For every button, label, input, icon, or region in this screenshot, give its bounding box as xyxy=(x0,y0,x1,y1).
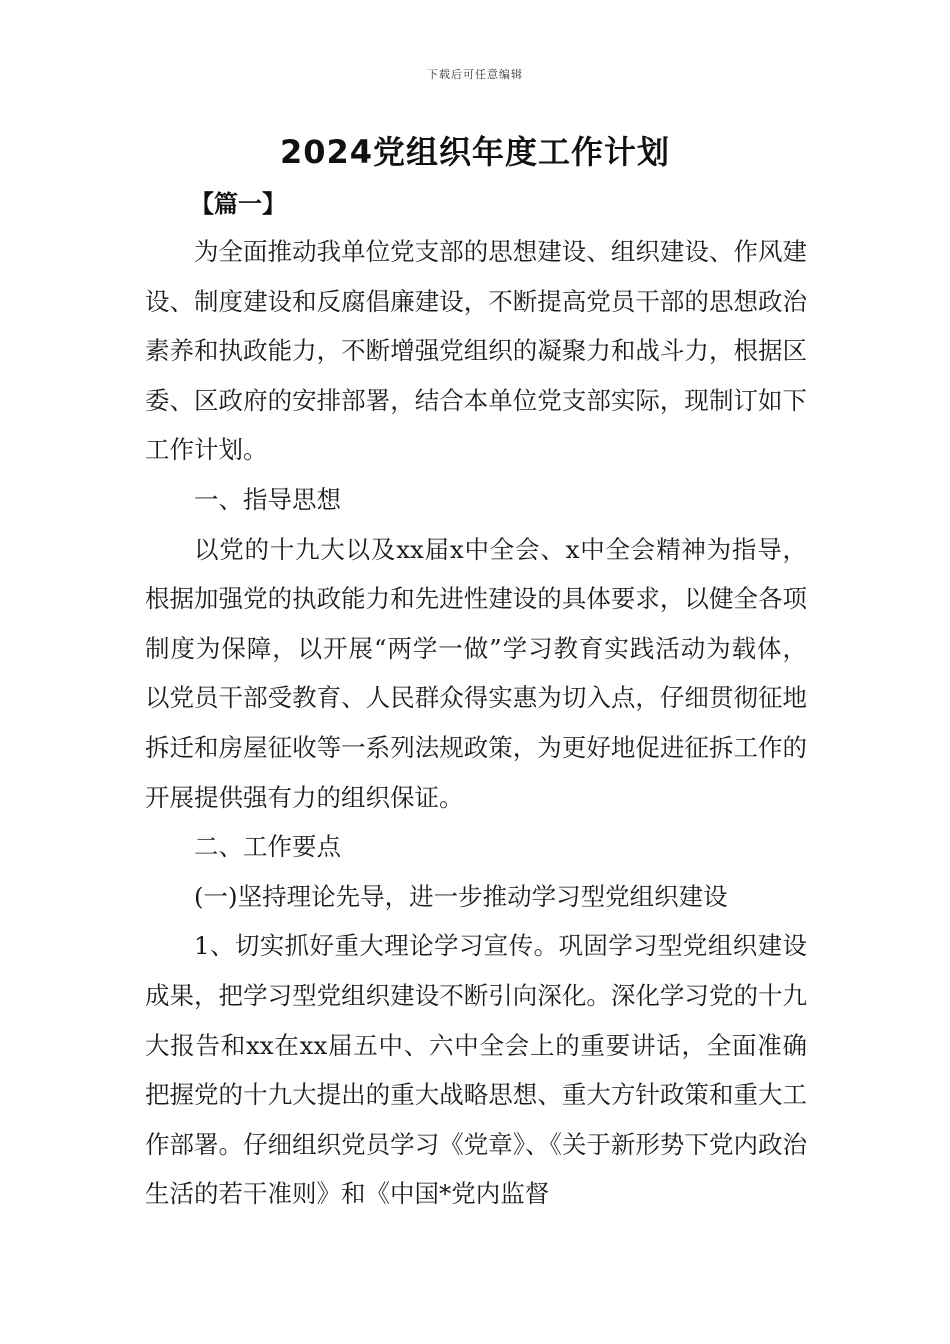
heading-work-points: 二、工作要点 xyxy=(194,832,341,862)
header-note: 下载后可任意编辑 xyxy=(427,68,523,81)
section-tag: 【篇一】 xyxy=(190,189,286,218)
document-title: 2024党组织年度工作计划 xyxy=(279,133,671,171)
heading-guiding-thought: 一、指导思想 xyxy=(194,484,341,514)
guiding-paragraph: 以党的十九大以及xx届x中全会、x中全会精神为指导，根据加强党的执政能力和先进性建设的具体要求，以健全各项制度为保障，以开展“两学一做”学习教育实践活动为载体，以党员干部受教育、人民群众得实惠为切入点，仔细贯彻征地拆迁和房屋征收等一系列法规政策，为更好地促进征拆工作的开展提供强有力的组织保证。 xyxy=(145,534,807,812)
item-1-paragraph: 1、切实抓好重大理论学习宣传。巩固学习型党组织建设成果，把学习型党组织建设不断引向深化。深化学习党的十九大报告和xx在xx届五中、六中全会上的重要讲话，全面准确把握党的十九大提出的重大战略思想、重大方针政策和重大工作部署。仔细组织党员学习《党章》、《关于新形势下党内政治生活的若干准则》和《中国*党内监督 xyxy=(145,931,807,1209)
document-body xyxy=(145,227,807,1219)
subheading-theory: (一)坚持理论先导，进一步推动学习型党组织建设 xyxy=(194,881,728,911)
intro-paragraph: 为全面推动我单位党支部的思想建设、组织建设、作风建设、制度建设和反腐倡廉建设，不断提高党员干部的思想政治素养和执政能力，不断增强党组织的凝聚力和战斗力，根据区委、区政府的安排部署，结合本单位党支部实际，现制订如下工作计划。 xyxy=(145,237,807,465)
